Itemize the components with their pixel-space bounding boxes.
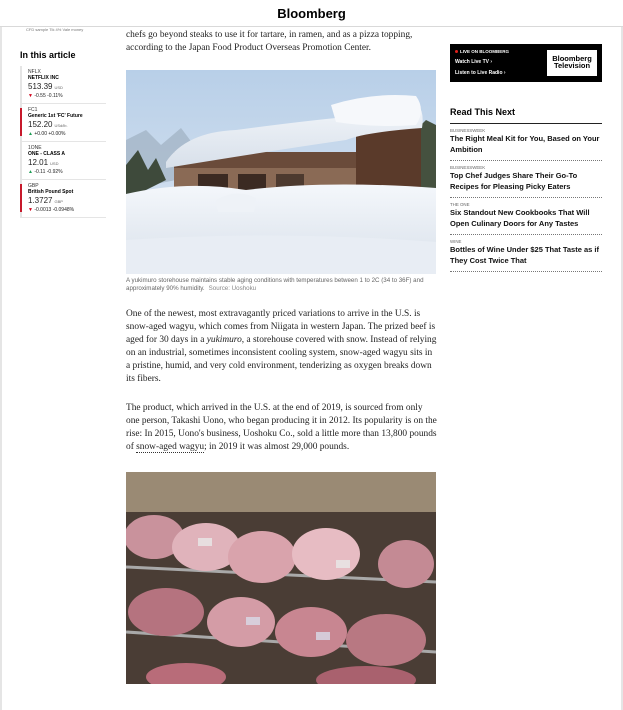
ticker-item[interactable] [22,142,106,180]
ticker-name: ONE - CLASS A [28,151,66,157]
left-border [0,0,2,710]
ticker-price: 513.39 [28,82,53,91]
yukimuro-term: yukimuro [206,335,242,345]
read-next-item[interactable] [450,161,602,198]
read-this-next-heading: Read This Next [450,107,516,117]
read-next-title[interactable]: The Right Meal Kit for You, Based on Your Ambition [450,134,600,154]
ticker-price: 12.01 [28,158,49,167]
article-paragraph-intro: chefs go beyond steaks to use it for tartare, in ramen, and as a pizza topping, according to the Japan Food Product Overseas Promotion Center. [126,30,413,53]
watch-live-tv-link[interactable] [455,59,492,65]
down-arrow-icon: ▼ [28,93,33,99]
ticker-change-row [28,207,106,214]
read-next-item[interactable] [450,198,602,235]
ticker-price-row [28,120,106,131]
paragraph-text: One of the newest, most extravagantly priced variations to arrive in the U.S. is snow-aged wagyu, which comes from Niigata in western Japan. The prized beef is aged for 30 days in a [126,309,436,345]
ticker-item[interactable] [22,180,106,218]
ticker-item[interactable] [22,104,106,142]
read-next-list [450,123,602,272]
chevron-right-icon: › [490,59,493,65]
ticker-list [20,66,106,218]
ticker-price: 152.20 [28,120,53,129]
bloomberg-logo[interactable]: Bloomberg [277,6,346,21]
down-arrow-icon: ▼ [28,207,33,213]
read-next-title[interactable]: Top Chef Judges Share Their Go-To Recipes for Pleasing Picky Eaters [450,171,578,191]
ticker-currency: USD [50,161,59,166]
live-label-row [455,49,509,54]
aged-beef-shelves-photo [126,472,436,684]
ticker-accent-bar [20,184,22,212]
caption-text: A yukimuro storehouse maintains stable aging conditions with temperatures between 1 to 2C (34 to 36F) and approximately 90% humidity. [126,277,424,292]
paragraph-text: ; in 2019 it was almost 29,000 pounds. [204,442,350,452]
ticker-accent-bar [20,108,22,136]
ticker-symbol: 1ONE [28,145,42,151]
ticker-price-row [28,158,106,169]
snow-aged-wagyu-link[interactable]: snow-aged wagyu [136,442,205,452]
ticker-currency: USd/lb. [54,123,68,128]
ticker-symbol: GBP [28,183,39,189]
read-next-category: BUSINESSWEEK [450,128,486,133]
ticker-change: +0.00 +0.00% [34,131,66,137]
read-next-category: BUSINESSWEEK [450,165,486,170]
listen-live-radio-link[interactable] [455,70,506,76]
live-dot-icon [455,50,458,53]
ticker-name: British Pound Spot [28,189,74,195]
read-next-item[interactable] [450,235,602,272]
article-paragraph [126,402,438,454]
ticker-currency: USD [54,85,63,90]
article-sidebar [20,26,106,218]
ticker-name: NETFLIX INC [28,75,59,81]
chevron-right-icon: › [503,70,506,76]
read-next-item[interactable] [450,124,602,161]
ticker-symbol: NFLX [28,69,41,75]
ticker-change-row [28,131,106,138]
ticker-name: Generic 1st 'FC' Future [28,113,83,119]
paragraph-text: The product, which arrived in the U.S. at the end of 2019, is sourced from only one person, Takashi Uono, who began producing it in 2012. Its popularity is on the rise: In 2015, Uono's business, Uoshoku Co., sold a little more than 13,800 pounds of [126,403,437,452]
photo-caption [126,277,431,293]
up-arrow-icon: ▲ [28,131,33,137]
caption-source: Source: Uoshoku [208,285,257,292]
listen-live-radio-label: Listen to Live Radio [455,70,503,76]
ticker-change: -0.55 -0.11% [34,93,63,99]
read-next-category: THE ONE [450,202,470,207]
live-label: LIVE ON BLOOMBERG [460,49,510,54]
ticker-price: 1.3727 [28,196,53,205]
read-next-category: WINE [450,239,462,244]
watch-live-tv-label: Watch Live TV [455,59,489,65]
in-this-article-heading: In this article [20,50,76,60]
ticker-change-row [28,93,106,100]
article-paragraph [126,308,438,386]
ticker-price-row [28,196,106,207]
ticker-symbol: FC1 [28,107,38,113]
ticker-currency: GBP [54,199,63,204]
site-header [0,0,623,27]
ticker-item[interactable] [22,66,106,104]
article-body [126,26,438,684]
paragraph-text: , a storehouse covered with snow. Instead of relying on an industrial, sometimes inconsistent cooling system, snow-aged wagyu sits in a pristine, humid, and very cold environment, tenderizing as oxygen breaks down its fibers. [126,335,437,384]
ticker-change: -0.0013 -0.0948% [34,207,75,213]
read-next-title[interactable]: Six Standout New Cookbooks That Will Open Culinary Doors for Any Tastes [450,208,590,228]
ticker-price-row [28,82,106,93]
snow-storehouse-photo [126,70,436,274]
sidebar-note: CFD sample Tik 4% Vale money [26,27,84,32]
live-on-bloomberg-box [450,44,602,82]
ticker-change: -0.11 -0.92% [34,169,63,175]
bloomberg-television-logo[interactable]: Bloomberg Television [547,50,597,76]
ticker-change-row [28,169,106,176]
read-next-title[interactable]: Bottles of Wine Under $25 That Taste as if They Cost Twice That [450,245,599,265]
up-arrow-icon: ▲ [28,169,33,175]
